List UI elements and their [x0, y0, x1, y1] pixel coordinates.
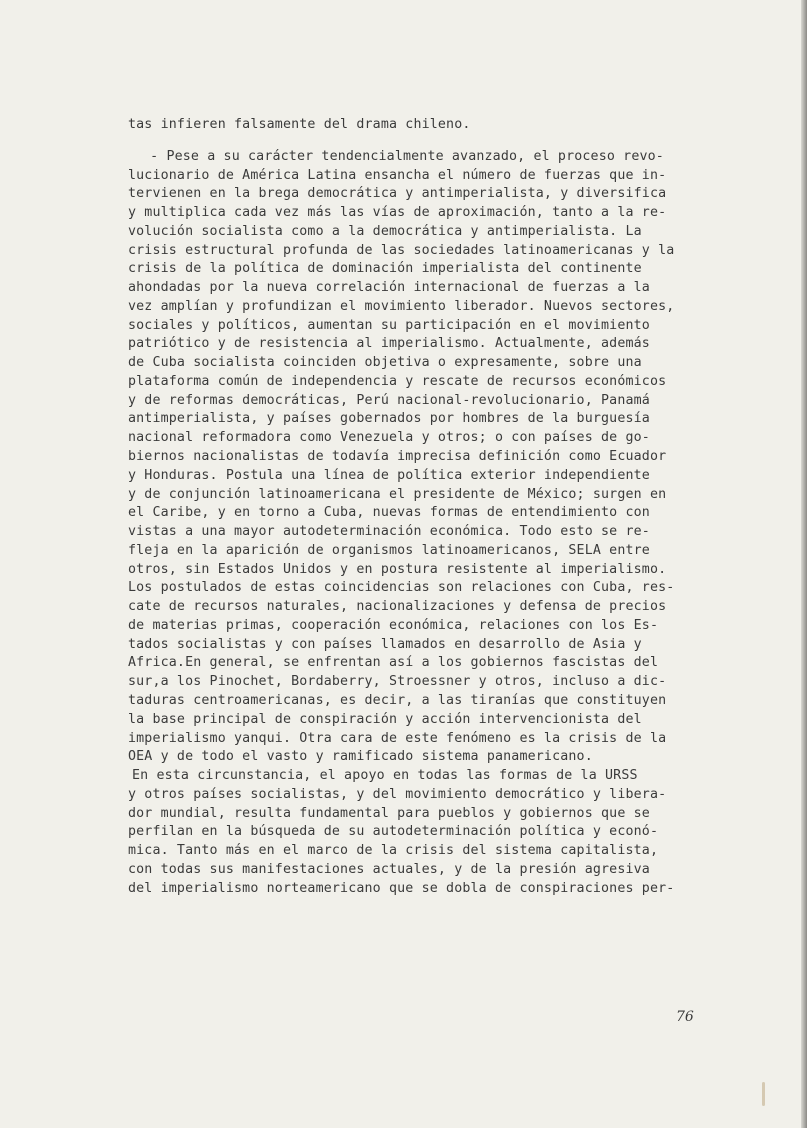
- paper-stain: [762, 1082, 765, 1106]
- text-line: OEA y de todo el vasto y ramificado sistema panamericano.: [128, 749, 593, 765]
- page-edge-shadow: [801, 0, 807, 1128]
- text-line: y otros países socialistas, y del movimiento democrático y libera-: [128, 786, 667, 802]
- text-line: tervienen en la brega democrática y antimperialista, y diversifica: [128, 186, 667, 202]
- text-line: de Cuba socialista coinciden objetiva o expresamente, sobre una: [128, 355, 642, 371]
- text-line: antimperialista, y países gobernados por hombres de la burguesía: [128, 411, 650, 427]
- text-line: plataforma común de independencia y rescate de recursos económicos: [128, 373, 667, 389]
- text-line: y de reformas democráticas, Perú nacional-revolucionario, Panamá: [128, 392, 650, 408]
- text-line: patriótico y de resistencia al imperialismo. Actualmente, además: [128, 336, 650, 352]
- text-line: fleja en la aparición de organismos latinoamericanos, SELA entre: [128, 542, 650, 558]
- text-line: del imperialismo norteamericano que se dobla de conspiraciones per-: [128, 880, 675, 896]
- text-line: volución socialista como a la democrática y antimperialista. La: [128, 223, 642, 239]
- text-line: sur,a los Pinochet, Bordaberry, Stroessner y otros, incluso a dic-: [128, 674, 667, 690]
- text-line: y Honduras. Postula una línea de política exterior independiente: [128, 467, 650, 483]
- text-line: Los postulados de estas coincidencias son relaciones con Cuba, res-: [128, 580, 675, 596]
- text-line: vez amplían y profundizan el movimiento liberador. Nuevos sectores,: [128, 298, 675, 314]
- text-line: de materias primas, cooperación económica, relaciones con los Es-: [128, 617, 659, 633]
- text-line: ahondadas por la nueva correlación internacional de fuerzas a la: [128, 280, 650, 296]
- text-line: lucionario de América Latina ensancha el número de fuerzas que in-: [128, 167, 667, 183]
- text-line: sociales y políticos, aumentan su participación en el movimiento: [128, 317, 650, 333]
- text-line: biernos nacionalistas de todavía imprecisa definición como Ecuador: [128, 449, 667, 465]
- page-number: 76: [676, 1009, 694, 1025]
- text-line: - Pese a su carácter tendencialmente avanzado, el proceso revo-: [142, 148, 664, 164]
- text-line: perfilan en la búsqueda de su autodeterminación política y econó-: [128, 824, 659, 840]
- text-line: la base principal de conspiración y acción intervencionista del: [128, 711, 642, 727]
- text-line: mica. Tanto más en el marco de la crisis del sistema capitalista,: [128, 843, 659, 859]
- text-line: el Caribe, y en torno a Cuba, nuevas formas de entendimiento con: [128, 505, 650, 521]
- text-line: tas infieren falsamente del drama chileno.: [128, 117, 471, 132]
- text-line: tados socialistas y con países llamados en desarrollo de Asia y: [128, 636, 642, 652]
- text-line: nacional reformadora como Venezuela y otros; o con países de go-: [128, 430, 650, 446]
- text-line: y multiplica cada vez más las vías de aproximación, tanto a la re-: [128, 205, 667, 221]
- text-line: crisis de la política de dominación imperialista del continente: [128, 261, 642, 277]
- text-line: cate de recursos naturales, nacionalizaciones y defensa de precios: [128, 599, 667, 615]
- text-line: imperialismo yanqui. Otra cara de este fenómeno es la crisis de la: [128, 730, 667, 746]
- text-line: En esta circunstancia, el apoyo en todas las formas de la URSS: [132, 768, 638, 784]
- body-text: [128, 116, 728, 898]
- text-line: crisis estructural profunda de las sociedades latinoamericanas y la: [128, 242, 675, 258]
- text-line: y de conjunción latinoamericana el presidente de México; surgen en: [128, 486, 667, 502]
- text-line: otros, sin Estados Unidos y en postura resistente al imperialismo.: [128, 561, 667, 577]
- text-line: con todas sus manifestaciones actuales, y de la presión agresiva: [128, 861, 650, 877]
- text-line: Africa.En general, se enfrentan así a los gobiernos fascistas del: [128, 655, 659, 671]
- text-line: taduras centroamericanas, es decir, a las tiranías que constituyen: [128, 692, 667, 708]
- text-line: vistas a una mayor autodeterminación económica. Todo esto se re-: [128, 524, 650, 540]
- text-line: dor mundial, resulta fundamental para pueblos y gobiernos que se: [128, 805, 650, 821]
